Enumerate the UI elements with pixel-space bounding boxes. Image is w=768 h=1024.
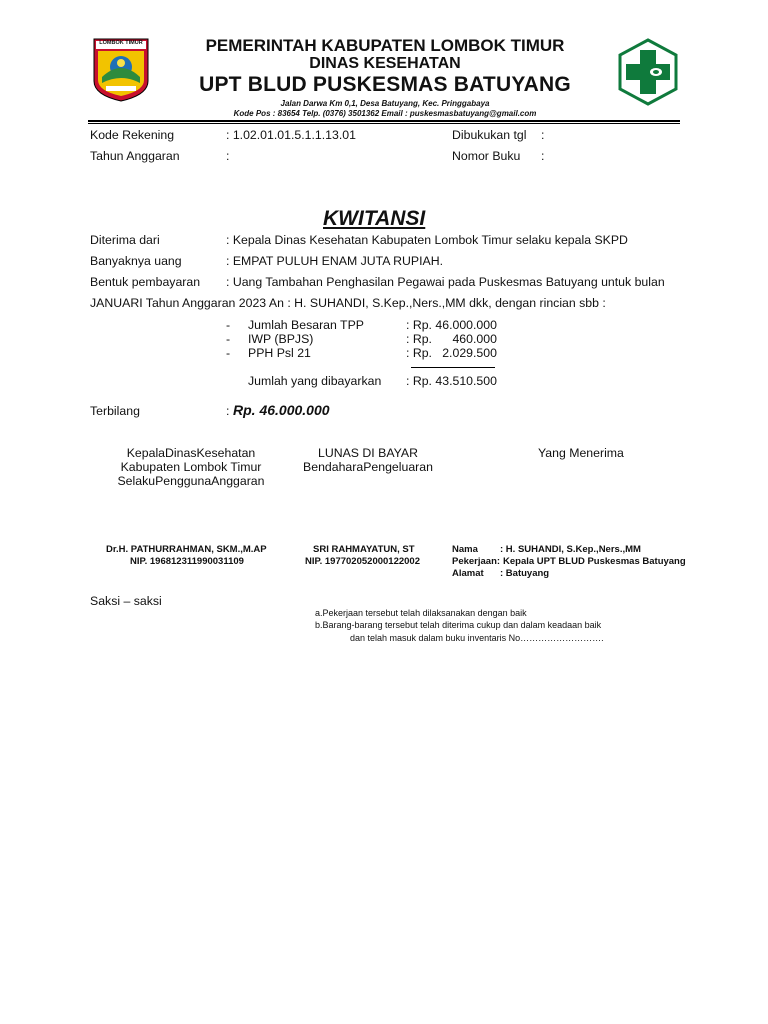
- sig-right-line1: Yang Menerima: [538, 446, 624, 460]
- banyaknya-label: Banyaknya uang: [90, 254, 182, 268]
- saksi-label: Saksi – saksi: [90, 594, 162, 608]
- header-address: Jalan Darwa Km 0,1, Desa Batuyang, Kec. Pringgabaya: [280, 99, 490, 108]
- receiver-nama-label: Nama: [452, 544, 478, 555]
- rincian-dash: -: [226, 346, 231, 360]
- banyaknya-value: : EMPAT PULUH ENAM JUTA RUPIAH.: [226, 254, 444, 268]
- bentuk-continuation: JANUARI Tahun Anggaran 2023 An : H. SUHANDI, S.Kep.,Ners.,MM dkk, dengan rincian sbb :: [90, 296, 606, 310]
- tahun-anggaran-label: Tahun Anggaran: [90, 149, 180, 163]
- rincian-total-value: : Rp. 43.510.500: [406, 374, 497, 388]
- kode-rekening-label: Kode Rekening: [90, 128, 175, 142]
- sig-left-nip: NIP. 196812311990031109: [130, 556, 244, 567]
- sig-mid-line2: BendaharaPengeluaran: [303, 460, 433, 474]
- regency-emblem-logo: [92, 37, 150, 103]
- sig-left-name: Dr.H. PATHURRAHMAN, SKM.,M.AP: [106, 544, 267, 555]
- receiver-nama-value: : H. SUHANDI, S.Kep.,Ners.,MM: [500, 544, 641, 555]
- bentuk-value: : Uang Tambahan Penghasilan Pegawai pada Puskesmas Batuyang untuk bulan: [226, 275, 665, 289]
- rincian-total-label: Jumlah yang dibayarkan: [248, 374, 382, 388]
- saksi-note-b: b.Barang-barang tersebut telah diterima cukup dan dalam keadaan baik: [315, 620, 602, 630]
- terbilang-colon: :: [226, 404, 230, 418]
- sig-mid-nip: NIP. 197702052000122002: [305, 556, 420, 567]
- rincian-label: Jumlah Besaran TPP: [248, 318, 364, 332]
- dibukukan-value: :: [541, 128, 545, 142]
- sig-mid-line1: LUNAS DI BAYAR: [318, 446, 418, 460]
- rincian-dash: -: [226, 332, 231, 346]
- saksi-note-a: a.Pekerjaan tersebut telah dilaksanakan dengan baik: [315, 608, 527, 618]
- header-department: DINAS KESEHATAN: [309, 55, 461, 72]
- document-title: KWITANSI: [323, 207, 426, 230]
- diterima-value: : Kepala Dinas Kesehatan Kabupaten Lombok Timur selaku kepala SKPD: [226, 233, 628, 247]
- header-institution: UPT BLUD PUSKESMAS BATUYANG: [199, 73, 571, 96]
- header-government: PEMERINTAH KABUPATEN LOMBOK TIMUR: [205, 36, 565, 55]
- header-contact: Kode Pos : 83654 Telp. (0376) 3501362 Email : puskesmasbatuyang@gmail.com: [233, 109, 537, 118]
- saksi-note-b-cont: dan telah masuk dalam buku inventaris No……………………….: [350, 633, 604, 643]
- rincian-value: : Rp. 46.000.000: [406, 318, 497, 332]
- rincian-value: : Rp. 460.000: [406, 332, 497, 346]
- puskesmas-logo: [616, 38, 680, 106]
- receiver-pekerjaan-label: Pekerjaan:: [452, 556, 501, 567]
- diterima-label: Diterima dari: [90, 233, 160, 247]
- sig-mid-name: SRI RAHMAYATUN, ST: [313, 544, 415, 555]
- subtotal-rule: [411, 367, 495, 368]
- emblem-banner-text: LOMBOK TIMUR: [99, 40, 143, 46]
- header-rule-thick: [88, 120, 680, 122]
- terbilang-label: Terbilang: [90, 404, 140, 418]
- dibukukan-label: Dibukukan tgl: [452, 128, 527, 142]
- nomor-buku-label: Nomor Buku: [452, 149, 521, 163]
- rincian-value: : Rp. 2.029.500: [406, 346, 497, 360]
- receiver-pekerjaan-value: Kepala UPT BLUD Puskesmas Batuyang: [503, 556, 686, 567]
- nomor-buku-value: :: [541, 149, 545, 163]
- rincian-label: PPH Psl 21: [248, 346, 311, 360]
- terbilang-value: Rp. 46.000.000: [233, 402, 330, 418]
- kode-rekening-value: : 1.02.01.01.5.1.1.13.01: [226, 128, 356, 142]
- header-rule-thin: [88, 123, 680, 124]
- bentuk-label: Bentuk pembayaran: [90, 275, 201, 289]
- sig-left-line3: SelakuPenggunaAnggaran: [117, 474, 265, 488]
- rincian-label: IWP (BPJS): [248, 332, 314, 346]
- sig-left-line2: Kabupaten Lombok Timur: [120, 460, 262, 474]
- rincian-dash: -: [226, 318, 231, 332]
- receiver-alamat-label: Alamat: [452, 568, 484, 579]
- tahun-anggaran-value: :: [226, 149, 230, 163]
- sig-left-line1: KepalaDinasKesehatan: [126, 446, 256, 460]
- receiver-alamat-value: : Batuyang: [500, 568, 550, 579]
